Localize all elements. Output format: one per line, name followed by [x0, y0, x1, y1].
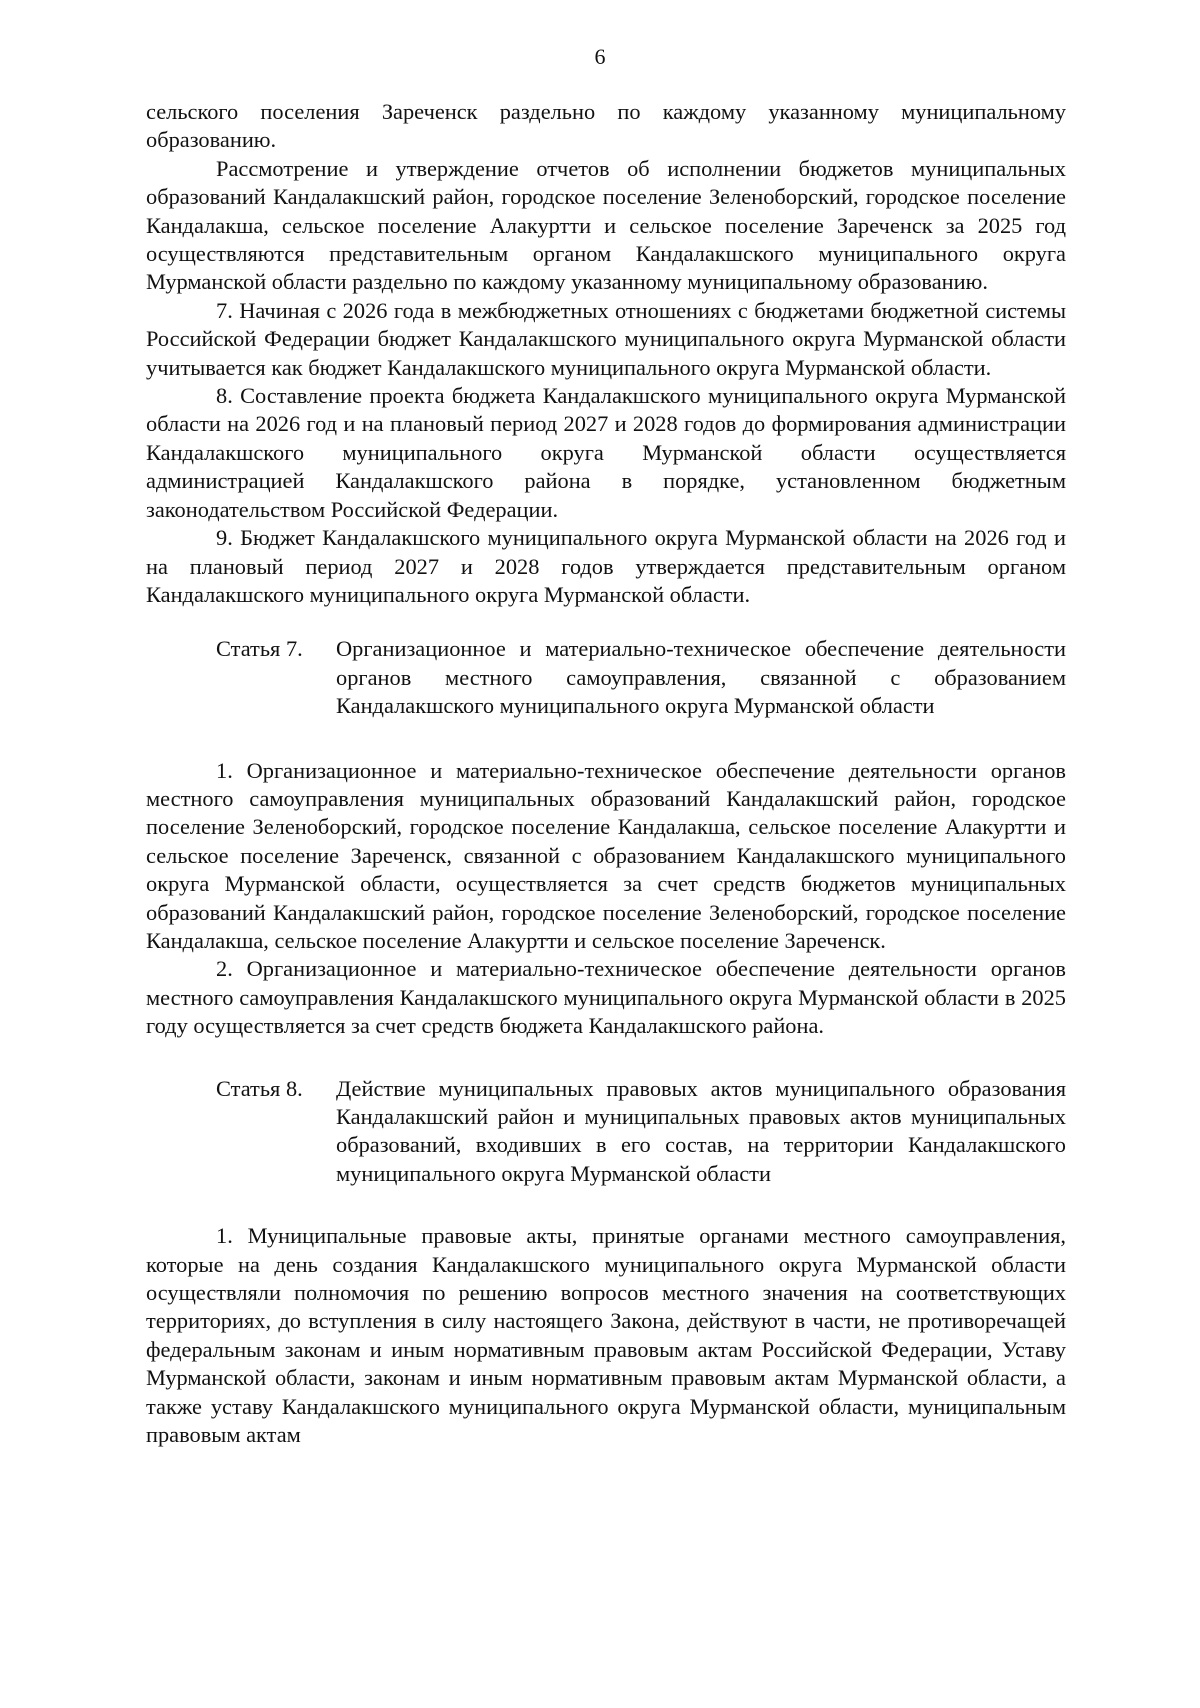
- article-8-label: Статья 8.: [216, 1075, 303, 1101]
- article-8-paragraph-1: 1. Муниципальные правовые акты, принятые органами местного самоуправления, которые на день создания Кандалакшского муниципального округа Мурманской области осуществляли полномочия по решению вопросов местного значения на соответствующих территориях, до вступления в силу настоящего Закона, действуют в части, не противоречащей федеральным законам и иным нормативным правовым актам Российской Федерации, Уставу Мурманской области, законам и иным нормативным правовым актам Мурманской области, а также уставу Кандалакшского муниципального округа Мурманской области, муниципальным правовым актам: [146, 1223, 1066, 1448]
- paragraph-item-7: 7. Начиная с 2026 года в межбюджетных отношениях с бюджетами бюджетной системы Российской Федерации бюджет Кандалакшского муниципального округа Мурманской области учитывается как бюджет Кандалакшского муниципального округа Мурманской области.: [146, 297, 1066, 380]
- article-7-paragraph-2: 2. Организационное и материально-техническое обеспечение деятельности органов местного самоуправления Кандалакшского муниципального округа Мурманской области в 2025 году осуществляется за счет средств бюджета Кандалакшского района.: [146, 956, 1066, 1039]
- article-8-heading: [146, 1075, 1066, 1189]
- article-7-title: Организационное и материально-техническое обеспечение деятельности органов местного самоуправления, связанной с образованием Кандалакшского муниципального округа Мурманской области: [336, 636, 1066, 719]
- paragraph-continuation: сельского поселения Зареченск раздельно по каждому указанному муниципальному образованию.: [146, 99, 1066, 153]
- page-number: 6: [594, 44, 606, 69]
- paragraph-report-approval: Рассмотрение и утверждение отчетов об исполнении бюджетов муниципальных образований Кандалакшский район, городское поселение Зеленоборский, городское поселение Кандалакша, сельское поселение Алакуртти и сельское поселение Зареченск за 2025 год осуществляются представительным органом Кандалакшского муниципального округа Мурманской области раздельно по каждому указанному муниципальному образованию.: [146, 155, 1066, 295]
- article-7-paragraph-1: 1. Организационное и материально-техническое обеспечение деятельности органов местного самоуправления муниципальных образований Кандалакшский район, городское поселение Зеленоборский, городское поселение Кандалакша, сельское поселение Алакуртти и сельское поселение Зареченск, связанной с образованием Кандалакшского муниципального округа Мурманской области, осуществляется за счет средств бюджетов муниципальных образований Кандалакшский район, городское поселение Зеленоборский, городское поселение Кандалакша, сельское поселение Алакуртти и сельское поселение Зареченск.: [146, 757, 1066, 953]
- article-8-title: Действие муниципальных правовых актов муниципального образования Кандалакшский район и муниципальных правовых актов муниципальных образований, входивших в его состав, на территории Кандалакшского муниципального округа Мурманской области: [336, 1075, 1066, 1186]
- document-body: [146, 98, 1066, 1449]
- article-7-label: Статья 7.: [216, 636, 303, 662]
- paragraph-item-8: 8. Составление проекта бюджета Кандалакшского муниципального округа Мурманской области на 2026 год и на плановый период 2027 и 2028 годов до формирования администрации Кандалакшского муниципального округа Мурманской области осуществляется администрацией Кандалакшского района в порядке, установленном бюджетным законодательством Российской Федерации.: [146, 383, 1066, 522]
- article-7-heading: [146, 635, 1066, 720]
- paragraph-item-9: 9. Бюджет Кандалакшского муниципального округа Мурманской области на 2026 год и на плановый период 2027 и 2028 годов утверждается представительным органом Кандалакшского муниципального округа Мурманской области.: [146, 525, 1066, 607]
